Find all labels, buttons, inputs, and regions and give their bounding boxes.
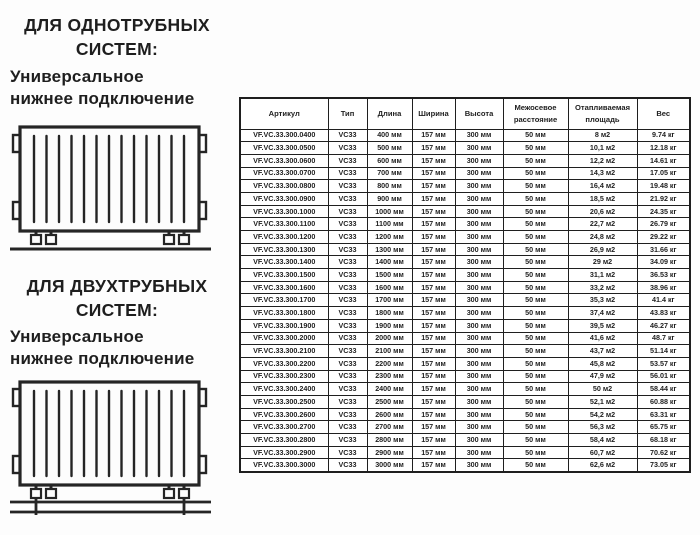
- table-cell: 157 мм: [412, 129, 455, 142]
- table-cell: 50 мм: [503, 154, 568, 167]
- table-cell: VF.VC.33.300.2500: [240, 395, 328, 408]
- table-cell: VC33: [328, 167, 367, 180]
- table-cell: 300 мм: [455, 192, 503, 205]
- table-row: [240, 180, 690, 193]
- table-cell: VF.VC.33.300.0800: [240, 180, 328, 193]
- table-cell: VF.VC.33.300.1900: [240, 319, 328, 332]
- table-cell: 12.18 кг: [637, 142, 690, 155]
- header-row: [240, 98, 690, 129]
- table-cell: 500 мм: [367, 142, 412, 155]
- table-cell: VC33: [328, 345, 367, 358]
- table-cell: 1900 мм: [367, 319, 412, 332]
- table-cell: 50 мм: [503, 307, 568, 320]
- table-cell: 14,3 м2: [568, 167, 637, 180]
- table-cell: 50 мм: [503, 332, 568, 345]
- table-cell: 29.22 кг: [637, 231, 690, 244]
- table-cell: VF.VC.33.300.0500: [240, 142, 328, 155]
- column-header: Вес: [637, 98, 690, 129]
- table-cell: VF.VC.33.300.1400: [240, 256, 328, 269]
- table-cell: VC33: [328, 231, 367, 244]
- table-cell: 157 мм: [412, 231, 455, 244]
- two-pipe-title: ДЛЯ ДВУХТРУБНЫХ СИСТЕМ:: [26, 276, 208, 321]
- table-cell: VF.VC.33.300.1600: [240, 281, 328, 294]
- table-cell: 73.05 кг: [637, 459, 690, 472]
- table-cell: VF.VC.33.300.0900: [240, 192, 328, 205]
- table-cell: 50 мм: [503, 434, 568, 447]
- table-row: [240, 357, 690, 370]
- table-row: [240, 142, 690, 155]
- table-cell: VF.VC.33.300.2700: [240, 421, 328, 434]
- table-cell: 300 мм: [455, 307, 503, 320]
- table-cell: 300 мм: [455, 281, 503, 294]
- table-cell: 300 мм: [455, 319, 503, 332]
- table-cell: 300 мм: [455, 142, 503, 155]
- table-row: [240, 332, 690, 345]
- table-cell: 45,8 м2: [568, 357, 637, 370]
- table-cell: VC33: [328, 383, 367, 396]
- table-cell: 2500 мм: [367, 395, 412, 408]
- table-cell: 1400 мм: [367, 256, 412, 269]
- table-cell: 9.74 кг: [637, 129, 690, 142]
- table-row: [240, 383, 690, 396]
- table-row: [240, 459, 690, 472]
- table-cell: VF.VC.33.300.2900: [240, 446, 328, 459]
- table-cell: 157 мм: [412, 269, 455, 282]
- table-cell: 24.35 кг: [637, 205, 690, 218]
- table-cell: VC33: [328, 142, 367, 155]
- table-row: [240, 319, 690, 332]
- table-cell: 14.61 кг: [637, 154, 690, 167]
- table-cell: 300 мм: [455, 345, 503, 358]
- table-cell: 35,3 м2: [568, 294, 637, 307]
- table-cell: 41.4 кг: [637, 294, 690, 307]
- table-row: [240, 231, 690, 244]
- table-cell: 300 мм: [455, 294, 503, 307]
- table-cell: 157 мм: [412, 218, 455, 231]
- table-cell: 54,2 м2: [568, 408, 637, 421]
- table-row: [240, 256, 690, 269]
- table-row: [240, 154, 690, 167]
- table-cell: 1800 мм: [367, 307, 412, 320]
- table-row: [240, 446, 690, 459]
- table-cell: VF.VC.33.300.1500: [240, 269, 328, 282]
- table-cell: VF.VC.33.300.0400: [240, 129, 328, 142]
- table-cell: 16,4 м2: [568, 180, 637, 193]
- table-cell: VF.VC.33.300.0700: [240, 167, 328, 180]
- table-row: [240, 192, 690, 205]
- table-cell: VF.VC.33.300.2600: [240, 408, 328, 421]
- table-cell: 34.09 кг: [637, 256, 690, 269]
- table-cell: 10,1 м2: [568, 142, 637, 155]
- table-cell: 300 мм: [455, 243, 503, 256]
- table-cell: VC33: [328, 421, 367, 434]
- table-cell: 157 мм: [412, 459, 455, 472]
- table-cell: 1100 мм: [367, 218, 412, 231]
- table-cell: 2400 мм: [367, 383, 412, 396]
- table-cell: VF.VC.33.300.1800: [240, 307, 328, 320]
- table-row: [240, 218, 690, 231]
- table-cell: 300 мм: [455, 129, 503, 142]
- table-row: [240, 294, 690, 307]
- table-cell: 36.53 кг: [637, 269, 690, 282]
- table-cell: 22,7 м2: [568, 218, 637, 231]
- table-cell: 65.75 кг: [637, 421, 690, 434]
- table-cell: 157 мм: [412, 434, 455, 447]
- table-cell: VF.VC.33.300.3000: [240, 459, 328, 472]
- table-cell: VC33: [328, 205, 367, 218]
- table-cell: 157 мм: [412, 281, 455, 294]
- table-cell: 50 м2: [568, 383, 637, 396]
- table-cell: VF.VC.33.300.1700: [240, 294, 328, 307]
- table-cell: 157 мм: [412, 205, 455, 218]
- table-cell: 1000 мм: [367, 205, 412, 218]
- table-cell: VF.VC.33.300.2100: [240, 345, 328, 358]
- single-pipe-subtitle: Универсальное нижнее подключение: [10, 67, 195, 109]
- table-cell: 157 мм: [412, 307, 455, 320]
- table-cell: 157 мм: [412, 383, 455, 396]
- table-cell: VF.VC.33.300.2800: [240, 434, 328, 447]
- column-header: Тип: [328, 98, 367, 129]
- table-cell: 58.44 кг: [637, 383, 690, 396]
- table-cell: 2800 мм: [367, 434, 412, 447]
- table-row: [240, 408, 690, 421]
- column-header: Ширина: [412, 98, 455, 129]
- table-cell: 800 мм: [367, 180, 412, 193]
- table-cell: VC33: [328, 180, 367, 193]
- radiator-spec-table: [239, 97, 691, 473]
- table-cell: 56,3 м2: [568, 421, 637, 434]
- table-cell: 43.83 кг: [637, 307, 690, 320]
- table-cell: VC33: [328, 307, 367, 320]
- table-cell: 157 мм: [412, 446, 455, 459]
- table-cell: 31.66 кг: [637, 243, 690, 256]
- table-cell: 50 мм: [503, 218, 568, 231]
- table-cell: VC33: [328, 434, 367, 447]
- table-row: [240, 129, 690, 142]
- table-cell: VC33: [328, 281, 367, 294]
- table-cell: 300 мм: [455, 154, 503, 167]
- table-cell: 300 мм: [455, 408, 503, 421]
- table-cell: 21.92 кг: [637, 192, 690, 205]
- table-cell: 600 мм: [367, 154, 412, 167]
- table-cell: 50 мм: [503, 129, 568, 142]
- table-cell: 1700 мм: [367, 294, 412, 307]
- table-cell: 50 мм: [503, 205, 568, 218]
- table-cell: 2300 мм: [367, 370, 412, 383]
- table-cell: VC33: [328, 294, 367, 307]
- table-row: [240, 395, 690, 408]
- table-cell: 157 мм: [412, 332, 455, 345]
- table-cell: 2100 мм: [367, 345, 412, 358]
- table-cell: 47,9 м2: [568, 370, 637, 383]
- table-cell: VF.VC.33.300.2200: [240, 357, 328, 370]
- table-cell: VC33: [328, 269, 367, 282]
- table-cell: 17.05 кг: [637, 167, 690, 180]
- table-cell: 300 мм: [455, 383, 503, 396]
- table-cell: VC33: [328, 459, 367, 472]
- table-cell: 2600 мм: [367, 408, 412, 421]
- table-cell: 26.79 кг: [637, 218, 690, 231]
- table-cell: 157 мм: [412, 395, 455, 408]
- table-cell: 157 мм: [412, 256, 455, 269]
- table-cell: 157 мм: [412, 192, 455, 205]
- table-cell: 1300 мм: [367, 243, 412, 256]
- table-cell: 50 мм: [503, 294, 568, 307]
- table-cell: 157 мм: [412, 421, 455, 434]
- table-cell: 33,2 м2: [568, 281, 637, 294]
- table-cell: 157 мм: [412, 243, 455, 256]
- table-cell: 50 мм: [503, 256, 568, 269]
- table-cell: VC33: [328, 357, 367, 370]
- table-cell: 300 мм: [455, 332, 503, 345]
- table-cell: 48.7 кг: [637, 332, 690, 345]
- table-row: [240, 345, 690, 358]
- table-cell: 50 мм: [503, 357, 568, 370]
- table-cell: 300 мм: [455, 446, 503, 459]
- table-cell: 24,8 м2: [568, 231, 637, 244]
- table-cell: 46.27 кг: [637, 319, 690, 332]
- table-cell: 20,6 м2: [568, 205, 637, 218]
- table-row: [240, 434, 690, 447]
- table-cell: 300 мм: [455, 205, 503, 218]
- table-cell: 3000 мм: [367, 459, 412, 472]
- table-cell: 8 м2: [568, 129, 637, 142]
- table-cell: 157 мм: [412, 294, 455, 307]
- table-cell: VF.VC.33.300.2400: [240, 383, 328, 396]
- table-cell: VC33: [328, 446, 367, 459]
- table-row: [240, 370, 690, 383]
- table-cell: 157 мм: [412, 154, 455, 167]
- table-cell: 12,2 м2: [568, 154, 637, 167]
- column-header: Высота: [455, 98, 503, 129]
- table-cell: 900 мм: [367, 192, 412, 205]
- table-cell: 300 мм: [455, 218, 503, 231]
- table-cell: VF.VC.33.300.2000: [240, 332, 328, 345]
- radiator-single-pipe-diagram-icon: [6, 119, 214, 252]
- table-cell: 29 м2: [568, 256, 637, 269]
- table-cell: 51.14 кг: [637, 345, 690, 358]
- table-cell: 50 мм: [503, 142, 568, 155]
- table-cell: 1600 мм: [367, 281, 412, 294]
- table-cell: 50 мм: [503, 395, 568, 408]
- table-row: [240, 307, 690, 320]
- table-cell: 300 мм: [455, 269, 503, 282]
- table-cell: 157 мм: [412, 357, 455, 370]
- table-cell: VC33: [328, 154, 367, 167]
- column-header: Артикул: [240, 98, 328, 129]
- table-cell: 300 мм: [455, 395, 503, 408]
- table-cell: 157 мм: [412, 370, 455, 383]
- table-cell: 50 мм: [503, 383, 568, 396]
- table-cell: 58,4 м2: [568, 434, 637, 447]
- table-cell: 300 мм: [455, 357, 503, 370]
- table-cell: 50 мм: [503, 421, 568, 434]
- table-cell: 1500 мм: [367, 269, 412, 282]
- table-cell: VC33: [328, 256, 367, 269]
- table-cell: 26,9 м2: [568, 243, 637, 256]
- table-cell: VF.VC.33.300.1200: [240, 231, 328, 244]
- table-row: [240, 205, 690, 218]
- table-cell: 43,7 м2: [568, 345, 637, 358]
- table-cell: 41,6 м2: [568, 332, 637, 345]
- column-header: Межосевое расстояние: [503, 98, 568, 129]
- table-cell: 2900 мм: [367, 446, 412, 459]
- two-pipe-subtitle: Универсальное нижнее подключение: [10, 327, 195, 369]
- table-cell: 68.18 кг: [637, 434, 690, 447]
- table-cell: VC33: [328, 192, 367, 205]
- table-cell: VF.VC.33.300.0600: [240, 154, 328, 167]
- column-header: Длина: [367, 98, 412, 129]
- table-cell: 50 мм: [503, 281, 568, 294]
- table-cell: 50 мм: [503, 446, 568, 459]
- table-cell: 300 мм: [455, 421, 503, 434]
- table-cell: 2700 мм: [367, 421, 412, 434]
- table-cell: VF.VC.33.300.1000: [240, 205, 328, 218]
- table-cell: 50 мм: [503, 370, 568, 383]
- table-cell: VF.VC.33.300.1300: [240, 243, 328, 256]
- table-cell: 300 мм: [455, 370, 503, 383]
- table-cell: 300 мм: [455, 256, 503, 269]
- table-cell: 157 мм: [412, 167, 455, 180]
- table-cell: 70.62 кг: [637, 446, 690, 459]
- table-row: [240, 243, 690, 256]
- table-cell: VC33: [328, 129, 367, 142]
- table-cell: 53.57 кг: [637, 357, 690, 370]
- table-cell: 60.88 кг: [637, 395, 690, 408]
- table-cell: 50 мм: [503, 180, 568, 193]
- table-cell: 300 мм: [455, 180, 503, 193]
- table-cell: 700 мм: [367, 167, 412, 180]
- table-cell: 50 мм: [503, 408, 568, 421]
- table-cell: 52,1 м2: [568, 395, 637, 408]
- table-cell: 50 мм: [503, 231, 568, 244]
- table-cell: 50 мм: [503, 192, 568, 205]
- table-cell: VC33: [328, 243, 367, 256]
- table-cell: VF.VC.33.300.1100: [240, 218, 328, 231]
- table-cell: 2000 мм: [367, 332, 412, 345]
- table-row: [240, 281, 690, 294]
- table-cell: VC33: [328, 408, 367, 421]
- table-cell: 400 мм: [367, 129, 412, 142]
- table-cell: VC33: [328, 218, 367, 231]
- table-row: [240, 421, 690, 434]
- table-row: [240, 269, 690, 282]
- table-cell: 50 мм: [503, 167, 568, 180]
- table-cell: 19.48 кг: [637, 180, 690, 193]
- table-cell: 157 мм: [412, 345, 455, 358]
- table-cell: 50 мм: [503, 269, 568, 282]
- table-cell: 300 мм: [455, 167, 503, 180]
- table-cell: 50 мм: [503, 243, 568, 256]
- table-cell: 63.31 кг: [637, 408, 690, 421]
- table-cell: VC33: [328, 319, 367, 332]
- table-cell: VC33: [328, 370, 367, 383]
- radiator-two-pipe-diagram-icon: [6, 377, 214, 518]
- table-cell: 60,7 м2: [568, 446, 637, 459]
- table-cell: 39,5 м2: [568, 319, 637, 332]
- table-cell: 300 мм: [455, 459, 503, 472]
- table-cell: 300 мм: [455, 231, 503, 244]
- table-cell: 31,1 м2: [568, 269, 637, 282]
- table-cell: 50 мм: [503, 345, 568, 358]
- table-cell: 157 мм: [412, 142, 455, 155]
- table-row: [240, 167, 690, 180]
- table-cell: 1200 мм: [367, 231, 412, 244]
- table-cell: 157 мм: [412, 180, 455, 193]
- single-pipe-title: ДЛЯ ОДНОТРУБНЫХ СИСТЕМ:: [24, 15, 210, 60]
- table-cell: VC33: [328, 332, 367, 345]
- column-header: Отапливаемая площадь: [568, 98, 637, 129]
- table-cell: VC33: [328, 395, 367, 408]
- spec-table-container: [239, 97, 691, 473]
- table-cell: 37,4 м2: [568, 307, 637, 320]
- table-cell: 50 мм: [503, 459, 568, 472]
- table-cell: 50 мм: [503, 319, 568, 332]
- table-cell: VF.VC.33.300.2300: [240, 370, 328, 383]
- table-cell: 300 мм: [455, 434, 503, 447]
- table-cell: 18,5 м2: [568, 192, 637, 205]
- table-cell: 157 мм: [412, 319, 455, 332]
- table-cell: 62,6 м2: [568, 459, 637, 472]
- table-cell: 2200 мм: [367, 357, 412, 370]
- table-cell: 38.96 кг: [637, 281, 690, 294]
- table-cell: 56.01 кг: [637, 370, 690, 383]
- table-cell: 157 мм: [412, 408, 455, 421]
